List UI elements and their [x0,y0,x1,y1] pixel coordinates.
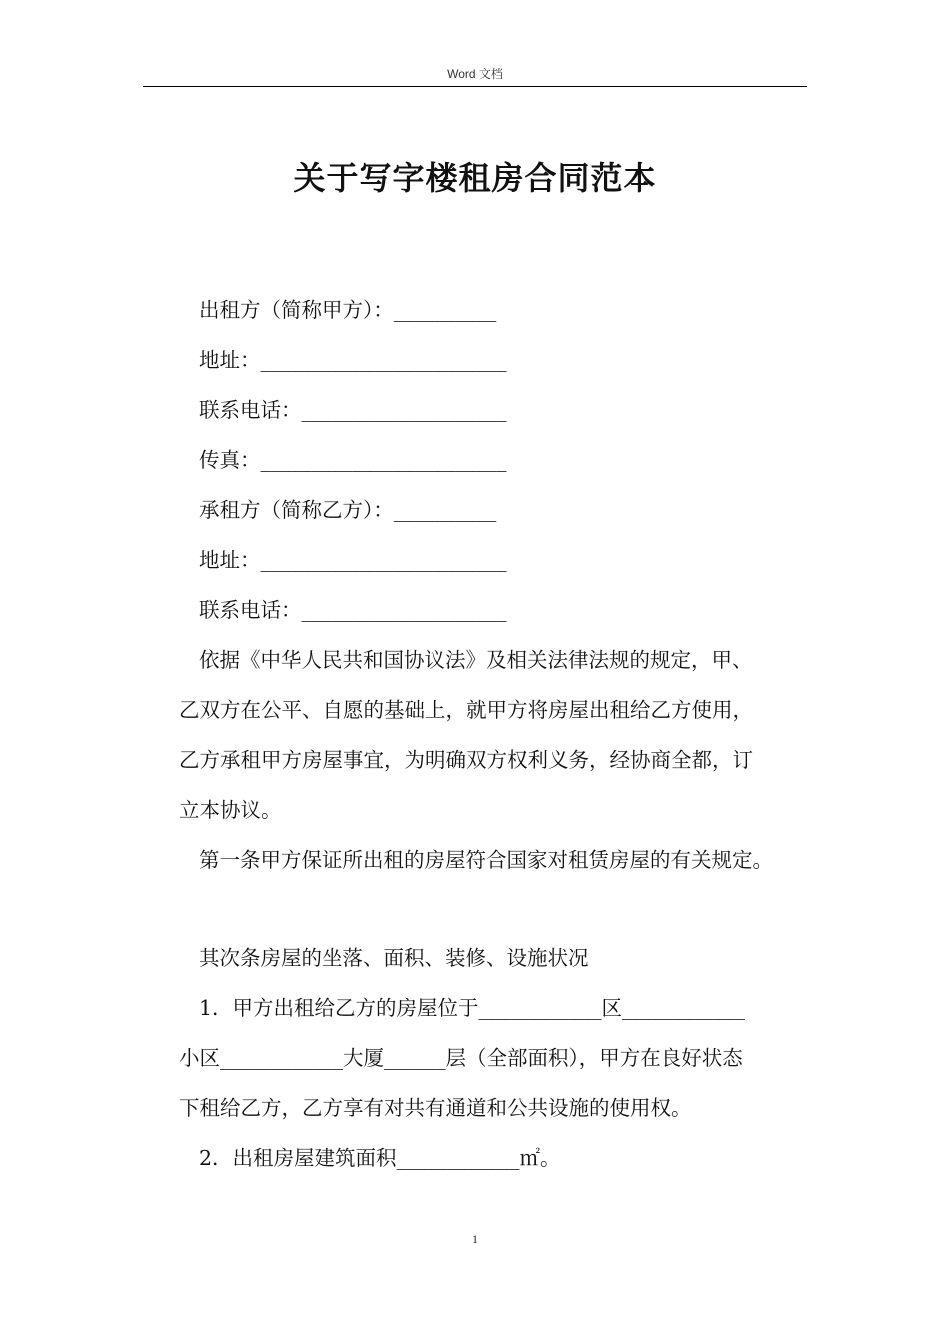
header-divider [143,86,807,87]
document-title: 关于写字楼租房合同范本 [293,159,657,197]
lessor-fax-line: 传真：________________________ [199,448,507,472]
page-number: 1 [472,1232,478,1246]
page-header-label: Word 文档 [447,67,503,81]
article-2-item-1-line: 下租给乙方，乙方享有对共有通道和公共设施的使用权。 [179,1096,692,1120]
article-2-heading: 其次条房屋的坐落、面积、装修、设施状况 [199,946,589,970]
article-2-item-1-line: 小区____________大厦______层（全部面积），甲方在良好状态 [179,1046,743,1070]
preamble-line: 乙方承租甲方房屋事宜，为明确双方权利义务，经协商全都，订 [179,748,753,772]
preamble-line: 依据《中华人民共和国协议法》及相关法律法规的规定，甲、 [199,648,753,672]
article-1: 第一条甲方保证所出租的房屋符合国家对租赁房屋的有关规定。 [199,848,773,872]
article-2-item-1-line: 1．甲方出租给乙方的房屋位于____________区____________ [199,996,746,1020]
lessor-name-line: 出租方（简称甲方）：__________ [199,298,497,322]
preamble-line: 立本协议。 [179,798,282,822]
lessor-address-line: 地址：________________________ [199,348,507,372]
preamble-line: 乙双方在公平、自愿的基础上，就甲方将房屋出租给乙方使用， [179,698,753,722]
lessee-phone-line: 联系电话：____________________ [199,598,507,622]
lessee-address-line: 地址：________________________ [199,548,507,572]
lessor-phone-line: 联系电话：____________________ [199,398,507,422]
article-2-item-2: 2．出租房屋建筑面积____________㎡。 [199,1146,561,1170]
lessee-name-line: 承租方（简称乙方）：__________ [199,498,497,522]
